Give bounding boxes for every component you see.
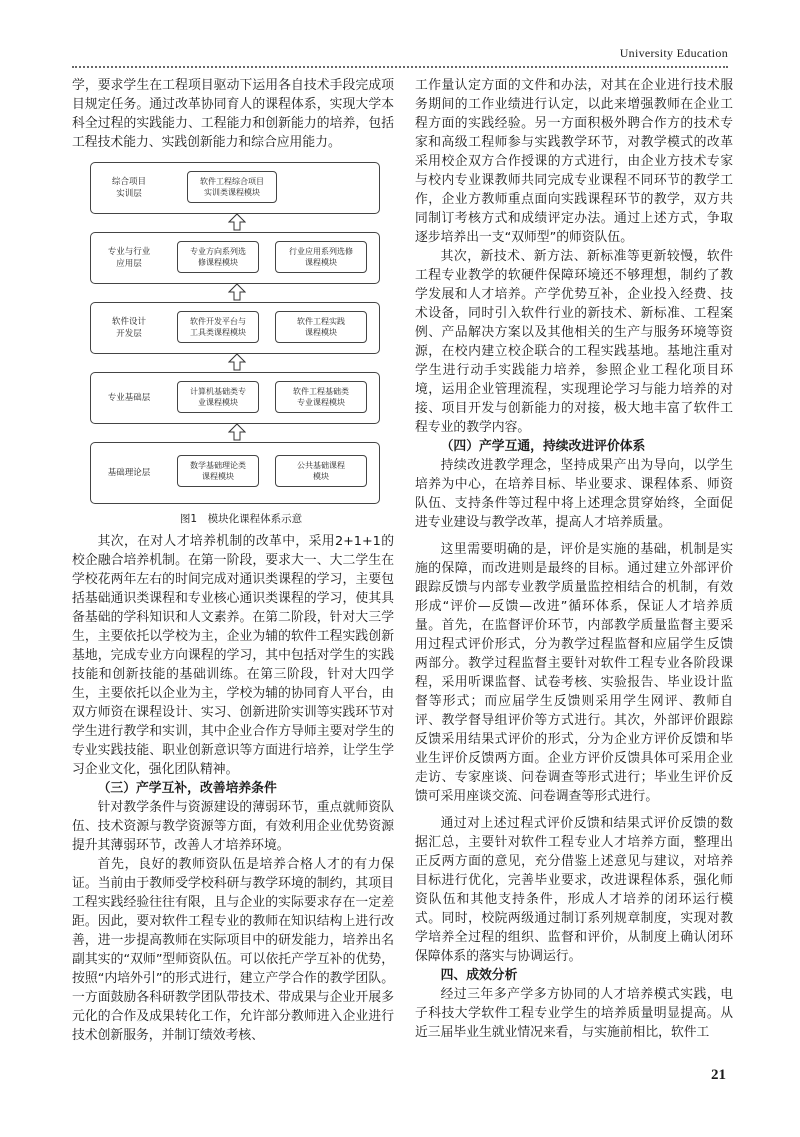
section-heading: （四）产学互通，持续改进评价体系 [440,439,646,454]
layer-label: 基础理论层 [107,468,151,478]
paragraph: 其次，在对人才培养机制的改革中，采用2+1+1的校企融合培养机制。在第一阶段，要求大一、大二学生在学校花两年左右的时间完成对通识类课程的学习，主要包括基础通识类课程和专业核心通识类课程的学习，使其具备基础的学科知识和人文素养。在第二阶段，针对大三学生，主要依托以学校为主，企业为辅的软件工程实践创新基地，完成专业方向课程的学习，其中包括对学生的实践技能和创新技能的基础训练。在第三阶段，针对大四学生，主要依托以企业为主，学校为辅的协同育人平台，由双方师资在课程设计、实习、创新进阶实训等实践环节对学生进行教学和实训，其中企业合作方导师主要对学生的专业实践技能、职业创新意识等方面进行培养，让学生学习企业文化，强化团队精神。 [72,534,394,777]
up-arrow-icon [228,283,246,301]
section-heading: （三）产学互补，改善培养条件 [97,781,277,796]
paragraph: 这里需要明确的是，评价是实施的基础，机制是实施的保障，而改进则是最终的目标。通过建立外部评价跟踪反馈与内部专业教学质量监控相结合的机制，有效形成“评价—反馈—改进”循环体系，保证人才培养质量。首先，在监督评价环节，内部教学质量监督主要采用过程式评价形式，分为教学过程监督和应届学生反馈两部分。教学过程监督主要针对软件工程专业各阶段课程，采用听课监督、试卷考核、实验报告、毕业设计监督等形式；而应届学生反馈则采用学生网评、教师自评、教学督导组评价等方式进行。其次，外部评价跟踪反馈采用结果式评价的形式，分为企业方评价反馈和毕业生评价反馈两方面。企业方评价反馈具体可采用企业走访、专家座谈、问卷调查等形式进行；毕业生评价反馈可采用座谈交流、问卷调查等形式进行。 [415,542,733,804]
up-arrow-icon [228,213,246,231]
course-module: 数学基础理论类 课程模块 [177,455,259,487]
course-module: 软件工程基础类 专业课程模块 [275,381,367,413]
paragraph: 学，要求学生在工程项目驱动下运用各自技术手段完成项目规定任务。通过改革协同育人的课程体系，实现大学本科全过程的实践能力、工程能力和创新能力的培养，包括工程技术能力、实践创新能力和综合应用能力。 [72,78,394,150]
up-arrow-icon [228,353,246,371]
paragraph: 针对教学条件与资源建设的薄弱环节，重点就师资队伍、技术资源与教学资源等方面，有效利用企业优势资源提升其薄弱环节，改善人才培养环境。 [72,800,394,853]
figure-layer [90,302,380,354]
course-module: 软件工程综合项目 实训类课程模块 [187,171,277,203]
paragraph: 其次，新技术、新方法、新标准等更新较慢，软件工程专业教学的软硬件保障环境还不够理想，制约了教学发展和人才培养。产学优势互补，企业投入经费、技术设备，同时引入软件行业的新技术、新标准、工程案例、产品解决方案以及其他相关的生产与服务环境等资源，在校内建立校企联合的工程实践基地。基地注重对学生进行动手实践能力培养，参照企业工程化项目环境，运用企业管理流程，实现理论学习与能力培养的对接、项目开发与创新能力的对接，极大地丰富了软件工程专业的教学内容。 [415,249,733,435]
paragraph: 工作量认定方面的文件和办法，对其在企业进行技术服务期间的工作业绩进行认定，以此来增强教师在企业工程方面的实践经验。另一方面积极外聘合作方的技术专家和高级工程师参与实践教学环节，对教学模式的改革采用校企双方合作授课的方式进行，由企业方技术专家与校内专业课教师共同完成专业课程不同环节的教学工作，企业方教师重点面向实践课程环节的教学，双方共同制订考核方式和成绩评定办法。通过上述方式，争取逐步培养出一支“双师型”的师资队伍。 [415,78,733,245]
paragraph: 经过三年多产学多方协同的人才培养模式实践，电子科技大学软件工程专业学生的培养质量明显提高。从近三届毕业生就业情况来看，与实施前相比，软件工 [415,987,733,1040]
layer-label: 软件设计 开发层 [111,317,146,339]
layer-label: 专业基础层 [107,393,151,403]
course-module: 行业应用系列选修 课程模块 [275,241,367,273]
course-module: 公共基础课程 模块 [275,455,367,487]
figure-layer [90,372,380,424]
up-arrow-icon [228,423,246,441]
header-divider [72,66,728,68]
right-column [415,76,733,1042]
paragraph: 通过对上述过程式评价反馈和结果式评价反馈的数据汇总，主要针对软件工程专业人才培养方面，整理出正反两方面的意见，充分借鉴上述意见与建议，对培养目标进行优化，完善毕业要求，改进课程体系，强化师资队伍和其他支持条件，形成人才培养的闭环运行模式。同时，校院两级通过制订系列规章制度，实现对教学培养全过程的组织、监督和评价，从制度上确认闭环保障体系的落实与协调运行。 [415,816,733,964]
page-number: 21 [711,1067,726,1083]
course-module: 计算机基础类专 业课程模块 [177,381,259,413]
left-column [72,76,394,1045]
layer-label: 专业与行业 应用层 [107,247,151,269]
journal-header: University Education [619,46,728,60]
course-system-figure [86,154,396,554]
course-module: 专业方向系列选 修课程模块 [177,241,259,273]
figure-caption: 图1 模块化课程体系示意 [179,513,303,525]
paragraph: 首先，良好的教师资队伍是培养合格人才的有力保证。当前由于教师受学校科研与教学环境的制约，其项目工程实践经验往往有限，且与企业的实际要求存在一定差距。因此，要对软件工程专业的教师在知识结构上进行改善，进一步提高教师在实际项目中的研发能力，培养出名副其实的“双师”型师资队伍。可以依托产学互补的优势，按照“内培外引”的形式进行，建立产学合作的教学团队。一方面鼓励各科研教学团队带技术、带成果与企业开展多元化的合作及成果转化工作，允许部分教师进入企业进行技术创新服务，并制订绩效考核、 [72,857,394,1043]
layer-label: 综合项目 实训层 [111,177,146,199]
course-module: 软件工程实践 课程模块 [275,311,367,343]
figure-layer [90,232,380,284]
paragraph: 持续改进教学理念，坚持成果产出为导向，以学生培养为中心，在培养目标、毕业要求、课程体系、师资队伍、支持条件等过程中将上述理念贯穿始终，全面促进专业建设与教学改革，提高人才培养质量。 [415,458,733,530]
figure-layer [90,442,380,504]
figure-layer [90,162,380,214]
course-module: 软件开发平台与 工具类课程模块 [177,311,259,343]
section-heading: 四、成效分析 [440,968,518,983]
